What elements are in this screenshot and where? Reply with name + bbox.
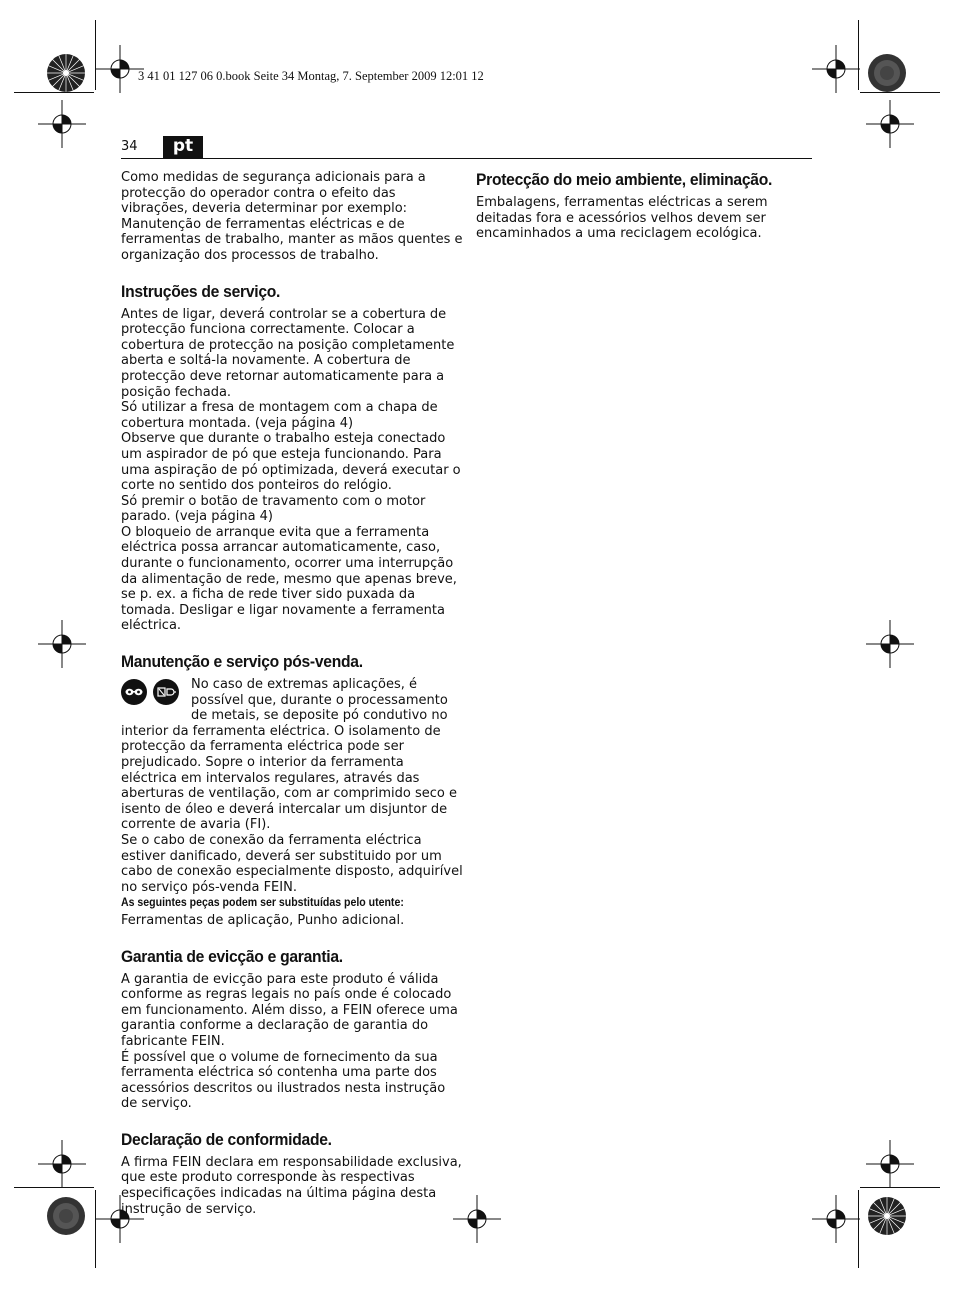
crop-line xyxy=(858,20,859,90)
section-title-warranty: Garantia de evicção e garantia. xyxy=(121,946,343,966)
replaceable-parts-heading: As seguintes peças podem ser substituídas pelo utente: xyxy=(121,895,404,910)
left-column xyxy=(121,170,463,1217)
section-title-conformity: Declaração de conformidade. xyxy=(121,1129,332,1149)
paragraph: A firma FEIN declara em responsabilidade exclusiva, que este produto corresponde às respectivas especificações indicadas na última página desta instrução de serviço. xyxy=(121,1154,462,1217)
crosshair-mark-icon xyxy=(812,1195,860,1243)
page-number: 34 xyxy=(121,139,138,154)
paragraph: Só utilizar a fresa de montagem com a chapa de cobertura montada. (veja página 4) xyxy=(121,400,438,431)
paragraph: A garantia de evicção para este produto é válida conforme as regras legais no país onde é colocado em funcionamento. Além disso, a FEIN oferece uma garantia conforme a declaração de garantia do fabricante FEIN. xyxy=(121,971,458,1049)
crosshair-mark-icon xyxy=(866,100,914,148)
paragraph: É possível que o volume de fornecimento da sua ferramenta eléctrica só contenha uma parte dos acessórios descritos ou ilustrados nesta instrução de serviço. xyxy=(121,1049,446,1112)
crop-line xyxy=(14,1187,94,1188)
eye-protection-icon xyxy=(121,679,147,705)
crop-line xyxy=(858,1190,859,1268)
crop-line xyxy=(95,1190,96,1268)
crosshair-mark-icon xyxy=(866,1140,914,1188)
safety-icons xyxy=(121,679,185,709)
paragraph: Antes de ligar, deverá controlar se a cobertura de protecção funciona correctamente. Colocar a cobertura de protecção na posição completamente aberta e soltá-la novamente. A cobertura de protecção deve retornar automaticamente para a posição fechada. xyxy=(121,306,455,400)
crosshair-mark-icon xyxy=(96,45,144,93)
crosshair-mark-icon xyxy=(38,100,86,148)
starburst-target-icon xyxy=(46,1196,86,1236)
replaceable-parts-text: Ferramentas de aplicação, Punho adicional. xyxy=(121,912,405,928)
crosshair-mark-icon xyxy=(866,620,914,668)
paragraph: O bloqueio de arranque evita que a ferramenta eléctrica possa arrancar automaticamente, caso, durante o funcionamento, ocorrer uma interrupção da alimentação de rede, mesmo que apenas breve, se p. ex. a ficha de rede tiver sido puxada da tomada. Desligar e ligar novamente a ferramenta eléctrica. xyxy=(121,524,457,634)
paragraph: Observe que durante o trabalho esteja conectado um aspirador de pó que esteja funcionando. Para uma aspiração de pó optimizada, deverá executar o corte no sentido dos ponteiros do relógio. xyxy=(121,431,461,494)
unplug-icon xyxy=(153,679,179,705)
paragraph: No caso de extremas aplicações, é possível que, durante o processamento de metais, se deposite pó condutivo no interior da ferramenta eléctrica. O isolamento de protecção da ferramenta eléctrica pode ser prejudicado. Sopre o interior da ferramenta eléctrica em intervalos regulares, através das aberturas de ventilação, com ar comprimido seco e isento de óleo e deverá intercalar um disjuntor de corrente de avaria (FI). xyxy=(121,677,457,833)
book-info: 3 41 01 127 06 0.book Seite 34 Montag, 7. September 2009 12:01 12 xyxy=(138,69,484,83)
starburst-target-icon xyxy=(46,53,86,93)
paragraph: Embalagens, ferramentas eléctricas a serem deitadas fora e acessórios velhos devem ser encaminhados a uma reciclagem ecológica. xyxy=(476,195,768,242)
paragraph: Só premir o botão de travamento com o motor parado. (veja página 4) xyxy=(121,493,426,525)
right-column xyxy=(476,170,816,242)
crop-line xyxy=(860,1187,940,1188)
starburst-target-icon xyxy=(867,53,907,93)
crosshair-mark-icon xyxy=(38,1140,86,1188)
header-rule xyxy=(121,158,812,159)
crosshair-mark-icon xyxy=(38,620,86,668)
language-tag: pt xyxy=(163,136,203,158)
crop-line xyxy=(95,20,96,90)
crosshair-mark-icon xyxy=(812,45,860,93)
section-title-maintenance: Manutenção e serviço pós-venda. xyxy=(121,652,363,672)
section-title-service-instructions: Instruções de serviço. xyxy=(121,281,281,301)
intro-paragraph: Como medidas de segurança adicionais para a protecção do operador contra o efeito das vibrações, deveria determinar por exemplo: Manutenção de ferramentas eléctricas e de ferramentas de trabalho, manter as mãos quentes e organização dos processos de trabalho. xyxy=(121,170,463,263)
starburst-target-icon xyxy=(867,1196,907,1236)
paragraph: Se o cabo de conexão da ferramenta eléctrica estiver danificado, deverá ser substituido por um cabo de conexão especialmente disposto, adquirível no serviço pós-venda FEIN. xyxy=(121,832,463,895)
section-title-environment: Protecção do meio ambiente, eliminação. xyxy=(476,170,773,189)
